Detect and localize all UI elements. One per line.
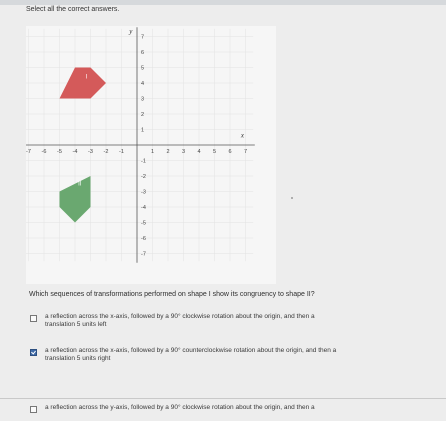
y-tick-label: 7 — [141, 34, 145, 41]
x-tick-label: 7 — [243, 149, 248, 155]
y-axis-label: y — [129, 27, 133, 36]
x-tick-label: 4 — [197, 149, 201, 155]
checkbox-2[interactable] — [30, 349, 37, 356]
tick-labels — [26, 35, 247, 258]
y-tick-label: -2 — [141, 174, 146, 180]
coordinate-graph — [26, 26, 276, 284]
x-tick-label: 3 — [181, 149, 186, 155]
x-tick-label: -5 — [57, 149, 62, 155]
top-bar — [0, 0, 446, 5]
choice-2-line-2: translation 5 units right — [45, 355, 111, 362]
y-tick-label: -7 — [141, 251, 146, 258]
x-tick-label: 5 — [212, 149, 217, 155]
axes — [26, 27, 255, 263]
y-tick-label: -6 — [141, 236, 146, 242]
x-axis-label: x — [240, 131, 244, 140]
x-tick-label: -1 — [119, 149, 124, 155]
y-tick-label: -5 — [141, 220, 146, 227]
x-tick-label: 6 — [228, 149, 232, 155]
decorative-dot — [291, 197, 293, 199]
y-tick-label: 6 — [141, 50, 145, 56]
y-tick-label: 4 — [141, 81, 145, 87]
x-tick-label: 1 — [150, 149, 155, 155]
y-tick-label: -1 — [141, 158, 146, 165]
x-tick-label: -7 — [26, 149, 31, 155]
shape-1-label: I — [85, 74, 88, 81]
x-tick-label: -6 — [41, 149, 47, 155]
checkbox-1[interactable] — [30, 315, 37, 322]
y-tick-label: -4 — [141, 205, 146, 211]
divider — [0, 398, 446, 399]
x-tick-label: -3 — [88, 149, 93, 155]
y-tick-label: 5 — [141, 65, 145, 72]
question-text: Which sequences of transformations performed on shape I show its congruency to shape II? — [29, 291, 315, 298]
y-tick-label: 1 — [141, 127, 145, 134]
y-tick-label: 2 — [141, 112, 145, 118]
choice-1-line-2: translation 5 units left — [45, 321, 107, 328]
x-tick-label: -2 — [103, 149, 109, 155]
graph-svg — [26, 26, 276, 284]
instruction-text: Select all the correct answers. — [26, 6, 120, 13]
choice-2-line-1: a reflection across the x-axis, followed by a 90° counterclockwise rotation about the origin, and then a — [45, 347, 337, 354]
checkbox-3[interactable] — [30, 406, 37, 413]
y-tick-label: -3 — [141, 189, 146, 196]
choice-3-line-1: a reflection across the y-axis, followed by a 90° clockwise rotation about the origin, and then a — [45, 404, 315, 411]
y-tick-label: 3 — [141, 96, 145, 103]
x-tick-label: 2 — [166, 149, 170, 155]
choice-1-line-1: a reflection across the x-axis, followed by a 90° clockwise rotation about the origin, and then a — [45, 313, 315, 320]
shape-2-label: II — [78, 181, 82, 188]
x-tick-label: -4 — [72, 149, 78, 155]
